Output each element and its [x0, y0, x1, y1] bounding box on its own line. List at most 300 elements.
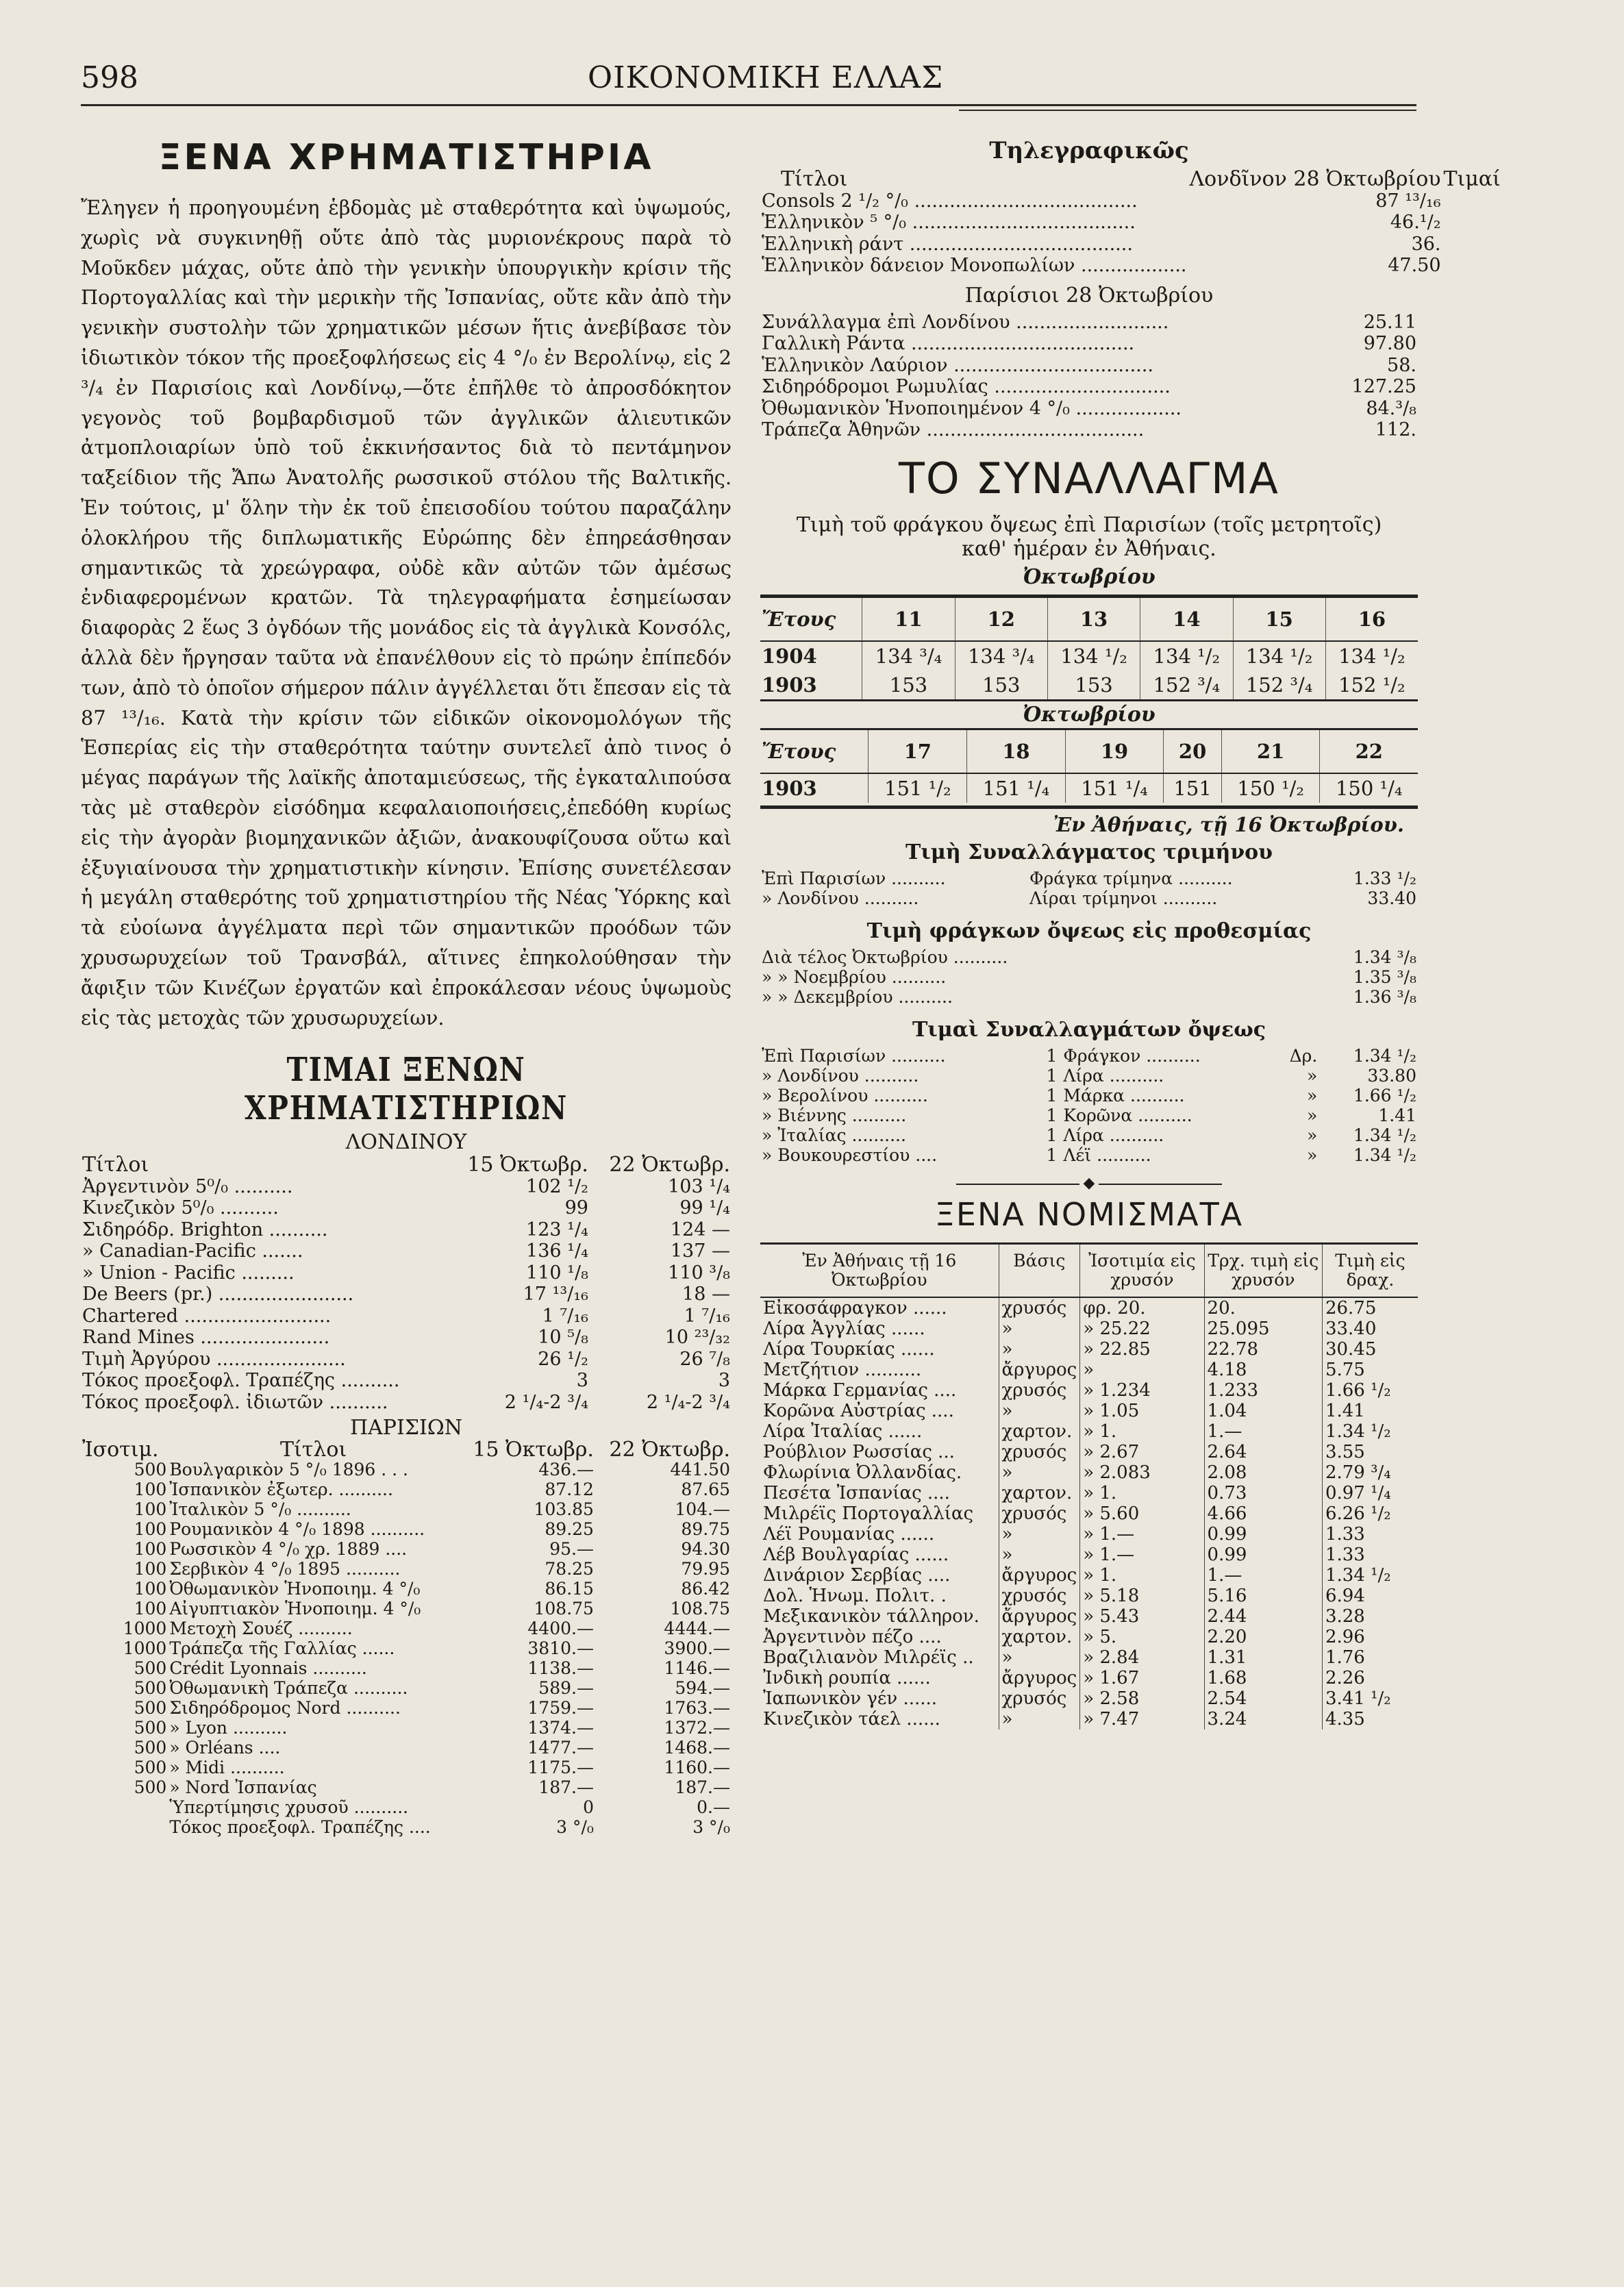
coin-cell: Ἰαπωνικὸν γέν ...... [763, 1688, 938, 1709]
paris-row-cell: 500 [134, 1758, 167, 1778]
three-month-title: Τιμὴ Συναλλάγματος τριμήνου [905, 840, 1273, 864]
paris-row-cell: Ρωσσικὸν 4 °/₀ χρ. 1889 .... [169, 1539, 408, 1560]
coin-cell: 1.31 [1204, 1647, 1322, 1668]
coin-cell: 1.34 ¹/₂ [1322, 1565, 1418, 1586]
coin-cell: ἄργυρος [999, 1668, 1080, 1688]
exchange-year-row [760, 641, 1418, 671]
london-row-cell: 1 ⁷/₁₆ [542, 1305, 588, 1327]
telegraph-london-row-cell: Ἑλληνικὸν ⁵ °/₀ ...................................... [762, 212, 1136, 233]
coin-cell: » 2.84 [1080, 1647, 1204, 1668]
london-prices-table [81, 1154, 732, 1413]
sight-row-cell: » [1307, 1105, 1318, 1125]
paris-col-par: Ἰσοτιμ. [82, 1438, 159, 1462]
paris-section-title: ΠΑΡΙΣΙΩΝ [349, 1416, 463, 1440]
paris-row-cell: 0.— [697, 1797, 730, 1818]
exchange-rate: 134 ¹/₂ [1047, 641, 1140, 671]
coin-cell: 1.34 ¹/₂ [1322, 1421, 1418, 1442]
coin-cell: 2.79 ³/₄ [1322, 1462, 1418, 1483]
exchange-day-b: 20 [1164, 730, 1222, 773]
forward-title: Τιμὴ φράγκων ὄψεως εἰς προθεσμίας [866, 918, 1312, 943]
paris-row [81, 1579, 732, 1599]
exchange-rate: 153 [955, 671, 1047, 699]
exchange-rate: 151 ¹/₄ [967, 773, 1066, 803]
exchange-rate: 134 ¹/₂ [1325, 641, 1418, 671]
paris-col-title: Τίτλοι [280, 1438, 347, 1462]
sight-row-cell: Κορῶνα .......... [1063, 1105, 1192, 1125]
sight-row-cell: » Λονδίνου .......... [762, 1065, 919, 1086]
exchange-day-b: 17 [869, 730, 967, 773]
exchange-days-a [760, 598, 1418, 641]
exchange-days-b [760, 730, 1418, 773]
exchange-year: 1903 [762, 673, 817, 697]
coin-cell: » 1.234 [1080, 1380, 1204, 1401]
london-row-cell: Rand Mines ...................... [82, 1327, 330, 1349]
telegraph-paris-row-cell: Γαλλικὴ Ράντα ...................................... [762, 333, 1135, 354]
paris-row-cell [81, 1817, 168, 1837]
sight-row-cell: » Βιέννης .......... [762, 1105, 907, 1125]
coin-cell: Ρούβλιον Ρωσσίας ... [763, 1441, 955, 1462]
paris-row-cell: Ρουμανικὸν 4 °/₀ 1898 .......... [169, 1519, 425, 1540]
forward-table [760, 947, 1418, 1007]
header-rule [81, 104, 1416, 106]
sight-row-cell: Ἐπὶ Παρισίων .......... [762, 1045, 946, 1066]
coin-cell: Εἰκοσάφραγκον ...... [763, 1297, 947, 1319]
paris-row-cell: 500 [134, 1718, 167, 1738]
london-row-cell: 10 ²³/₃₂ [664, 1327, 730, 1349]
telegraph-london-row-cell: Ἑλληνικὴ ράντ ...................................... [762, 233, 1133, 255]
paris-row-cell: 187.— [538, 1777, 594, 1798]
coin-cell: 1.33 [1322, 1545, 1418, 1565]
forward-row-cell: 1.34 ³/₈ [1353, 947, 1416, 967]
coin-row [760, 1380, 1418, 1401]
coin-row [760, 1421, 1418, 1442]
london-rows [81, 1176, 732, 1414]
paris-row-cell: 108.75 [534, 1599, 594, 1619]
divider-line-left [956, 1184, 1079, 1185]
paris-row [81, 1817, 732, 1837]
london-row-cell: 99 [564, 1197, 588, 1219]
london-row [81, 1349, 732, 1371]
forward-row-cell: » » Νοεμβρίου .......... [762, 966, 947, 987]
coin-row [760, 1483, 1418, 1503]
london-row-cell: Τόκος προεξοφλ. Τραπέζης .......... [82, 1370, 400, 1392]
london-row-cell: 123 ¹/₄ [526, 1219, 588, 1240]
paris-row [81, 1797, 732, 1817]
coin-cell: 4.35 [1322, 1709, 1418, 1729]
coin-cell: χρυσός [999, 1688, 1080, 1709]
divider-line-right [1099, 1184, 1222, 1185]
sight-row-cell: Λέϊ .......... [1063, 1145, 1151, 1165]
telegraph-paris-row [760, 312, 1418, 334]
sight-row-cell: » [1307, 1085, 1318, 1105]
sight-row-cell: 1.34 ¹/₂ [1353, 1145, 1416, 1165]
coin-cell: Κινεζικὸν τάελ ...... [763, 1708, 940, 1729]
exchange-day-a: 15 [1233, 598, 1325, 641]
coin-row [760, 1647, 1418, 1668]
exchange-rate: 152 ³/₄ [1140, 671, 1233, 699]
section-divider [760, 1175, 1418, 1192]
exchange-rate: 150 ¹/₄ [1320, 773, 1418, 803]
exchange-grid-b [760, 730, 1418, 803]
market-report-paragraph: Ἔληγεν ἡ προηγουμένη ἑβδομὰς μὲ σταθερότητα καὶ ὑψωμούς, χωρὶς νὰ συγκινηθῇ οὔτε ἀπὸ τὰς μυριονέκρους παρὰ τὸ Μοῦκδεν μάχας, οὔτε ἀπὸ τὴν γενικὴν ὑπουργικὴν κρίσιν τῆς Πορτογαλλίας καὶ τὴν μερικὴν τῆς Ἰσπανίας, οὔτε κἂν ἀπὸ τὴν γενικὴν συστολὴν τῶν χρηματικῶν μέσων ἥτις ἀνεβίβασε τὸν ἰδιωτικὸν τόκον τῆς προεξοφλήσεως εἰς 4 °/₀ ἐν Βερολίνῳ, εἰς 2 ³/₄ ἐν Παρισίοις καὶ Λονδίνῳ,—ὅτε ἐπῆλθε τὸ ἀπροσδόκητον γεγονὸς τοῦ βομβαρδισμοῦ τῶν ἀγγλικῶν ἁλιευτικῶν ἀτμοπλοιαρίων ὑπὸ τοῦ ἐκκινήσαντος διὰ τὸ πεντάμηνον ταξείδιον τῆς Ἄπω Ἀνατολῆς ρωσσικοῦ στόλου τῆς Βαλτικῆς. Ἐν τούτοις, μ' ὅλην τὴν ἐκ τοῦ ἐπεισοδίου τούτου παραζάλην ὁλοκλήρου τῆς διπλωματικῆς Εὐρώπης δὲν ἐπηρεάσθησαν σημαντικῶς τὰ χρεώγραφα, οὐδὲ κἂν αὐτῶν τῶν ἀμέσως ἐνδιαφερομένων κρατῶν. Τὰ τηλεγραφήματα ἐσημείωσαν διαφορὰς 2 ἕως 3 ὀγδόων τῆς μονάδος εἰς τὰ ἀγγλικὰ Κονσόλς, ἀλλὰ δὲν ἤργησαν ταῦτα νὰ ἐπανέλθουν εἰς τὸ πρώην ἐπίπεδόν των, ἀπὸ τὸ ὁποῖον σήμερον πάλιν ἀγγέλλεται ὅτι ἔπεσαν εἰς τὰ 87 ¹³/₁₆. Κατὰ τὴν κρίσιν τῶν εἰδικῶν οἰκονομολόγων τῆς Ἑσπερίας εἰς τὴν σταθερότητα ταύτην συντελεῖ ἀπὸ τινος ὁ μέγας παράγων τῆς λαϊκῆς ἀποταμιεύσεως, τῆς ἐγκαταλιπούσα τὰς μὲ σταθερὸν εἰσόδημα κεφαλαιοποιήσεις,ἐπεδόθη κυρίως εἰς τὴν ἀγορὰν βιομηχανικῶν ἀξιῶν, ἀνακουφίζουσα οὕτω καὶ ἐξυγιαίνουσα τὴν χρηματιστικὴν κίνησιν. Ἐπίσης συνετέλεσαν ἡ μεγάλη σταθερότης τοῦ χρηματιστηρίου τῆς Νέας Ὑόρκης καὶ τὰ εὐοίωνα ἀγγέλματα περὶ τῶν σημαντικῶν προόδων τῶν χρυσωρυχείων τοῦ Τρανσβάλ, αἵτινες ἐπηκολούθησαν τὴν ἄφιξιν τῶν Κινέζων ἐργατῶν καὶ ἐπροκάλεσαν νέους ὑψωμοὺς εἰς τὰς μετοχὰς τῶν χρυσωρυχείων. [81, 196, 732, 1029]
exchange-dateline: Ἐν Ἀθήναις, τῇ 16 Ὀκτωβρίου. [1053, 812, 1404, 836]
london-section-title: ΛΟΝΔΙΝΟΥ [345, 1130, 467, 1155]
london-row-cell: Τιμὴ Ἀργύρου ...................... [82, 1348, 346, 1370]
three-month-row [760, 888, 1418, 908]
coin-cell: 1.68 [1204, 1668, 1322, 1688]
london-row [81, 1240, 732, 1262]
sight-row-cell: 1 [1046, 1105, 1058, 1125]
paris-row [81, 1599, 732, 1619]
coin-row [760, 1668, 1418, 1688]
paris-row-cell: 0 [583, 1797, 594, 1818]
london-header-row [81, 1154, 732, 1176]
three-month-row-cell: Λίραι τρίμηνοι .......... [1029, 888, 1218, 908]
sight-row-cell: 1 [1046, 1125, 1058, 1145]
paris-row-cell: 100 [134, 1599, 167, 1619]
paris-row-cell: 79.95 [681, 1559, 730, 1579]
exchange-day-b: 21 [1221, 730, 1320, 773]
coin-cell: » 1. [1080, 1421, 1204, 1442]
london-row-cell: 136 ¹/₄ [526, 1240, 588, 1262]
telegraph-london-rows [760, 190, 1502, 277]
exchange-grid-bottom-rule [760, 805, 1418, 809]
telegraph-london-row-cell: 36. [1411, 233, 1441, 255]
london-row-cell: 26 ⁷/₈ [679, 1348, 730, 1370]
paris-row-cell: 100 [134, 1519, 167, 1540]
paris-row-cell: Τράπεζα τῆς Γαλλίας ...... [169, 1638, 395, 1659]
sight-row-cell: » [1307, 1065, 1318, 1086]
exchange-year-row [760, 671, 1418, 699]
coin-cell: Λέϊ Ρουμανίας ...... [763, 1523, 935, 1545]
coin-cell: 6.26 ¹/₂ [1322, 1503, 1418, 1524]
paris-row [81, 1479, 732, 1499]
sight-row [760, 1046, 1418, 1066]
telegraph-london-row [760, 255, 1502, 277]
paris-row-cell: 86.42 [681, 1579, 730, 1599]
telegraph-paris-row-cell: Σιδηρόδρομοι Ρωμυλίας .............................. [762, 376, 1171, 397]
sight-row-cell: Λίρα .......... [1063, 1125, 1164, 1145]
coin-row [760, 1339, 1418, 1360]
coin-cell: Δινάριον Σερβίας .... [763, 1564, 951, 1586]
exchange-rate: 151 ¹/₂ [869, 773, 967, 803]
telegraph-london-row-cell: Consols 2 ¹/₂ °/₀ ...................................... [762, 190, 1138, 212]
coin-cell: » 2.67 [1080, 1442, 1204, 1462]
london-row-cell: 17 ¹³/₁₆ [523, 1284, 588, 1305]
coin-cell: 2.26 [1322, 1668, 1418, 1688]
coin-cell: » [999, 1319, 1080, 1339]
forward-row-cell: » » Δεκεμβρίου .......... [762, 986, 953, 1007]
forward-row [760, 987, 1418, 1007]
coin-cell: 1.04 [1204, 1401, 1322, 1421]
coins-rows [760, 1297, 1418, 1729]
telegraph-london-row-cell: 87 ¹³/₁₆ [1375, 190, 1441, 212]
coin-cell: 2.64 [1204, 1442, 1322, 1462]
sight-rows [760, 1046, 1418, 1165]
paris-row-cell: 100 [134, 1479, 167, 1500]
three-month-row [760, 868, 1418, 888]
london-row-cell: 137 — [670, 1240, 730, 1262]
coin-cell: » [1080, 1360, 1204, 1380]
coin-cell: χρυσός [999, 1442, 1080, 1462]
paris-row-cell: 104.— [675, 1499, 730, 1520]
sight-row [760, 1086, 1418, 1105]
telegraph-london-row-cell: 47.50 [1388, 255, 1441, 276]
paris-row-cell: 3 °/₀ [692, 1817, 730, 1838]
london-row-cell: 124 — [670, 1219, 730, 1240]
coin-cell: 5.16 [1204, 1586, 1322, 1606]
paris-row-cell: » Orléans .... [169, 1738, 281, 1758]
coin-cell: 1.— [1204, 1565, 1322, 1586]
three-month-rows [760, 868, 1418, 908]
telegraph-paris-row [760, 333, 1418, 355]
coin-cell: 20. [1204, 1297, 1322, 1319]
london-row-cell: Chartered ......................... [82, 1305, 332, 1327]
london-col-15oct: 15 Ὀκτωβρ. [467, 1153, 588, 1177]
coin-cell: Κορῶνα Αὐστρίας .... [763, 1400, 954, 1421]
telegraph-paris-row-cell: Ὀθωμανικὸν Ἡνοποιημένον 4 °/₀ .................. [762, 397, 1182, 419]
coin-cell: » 1. [1080, 1565, 1204, 1586]
coin-cell: 1.41 [1322, 1401, 1418, 1421]
paris-row-cell: 1146.— [664, 1658, 730, 1679]
london-row-cell: Σιδηρόδρ. Brighton .......... [82, 1219, 328, 1240]
coin-cell: » 25.22 [1080, 1319, 1204, 1339]
sight-row-cell: 1.34 ¹/₂ [1353, 1125, 1416, 1145]
coin-row [760, 1709, 1418, 1729]
coin-cell: » [999, 1524, 1080, 1545]
telegraph-paris-row-cell: Ἑλληνικὸν Λαύριον .................................. [762, 354, 1153, 376]
coin-row [760, 1688, 1418, 1709]
exchange-rate: 151 [1164, 773, 1222, 803]
coin-cell: » 1.05 [1080, 1401, 1204, 1421]
coin-cell: 4.66 [1204, 1503, 1322, 1524]
sight-row-cell: Δρ. [1289, 1045, 1318, 1066]
coin-cell: 33.40 [1322, 1319, 1418, 1339]
coin-cell: » [999, 1401, 1080, 1421]
coin-cell: » 1.67 [1080, 1668, 1204, 1688]
coin-cell: » 1. [1080, 1483, 1204, 1503]
telegraph-london-row-cell: Ἑλληνικὸν δάνειον Μονοπωλίων .................. [762, 255, 1187, 276]
telegraph-paris-row-cell: 25.11 [1363, 311, 1416, 333]
coin-row [760, 1545, 1418, 1565]
coin-row [760, 1319, 1418, 1339]
coin-cell: ἄργυρος [999, 1360, 1080, 1380]
london-row-cell: 2 ¹/₄-2 ³/₄ [504, 1391, 588, 1413]
telegraph-paris-row-cell: 112. [1375, 419, 1416, 440]
coin-cell: 1.33 [1322, 1524, 1418, 1545]
exchange-rows-b [760, 773, 1418, 803]
sight-row-cell: 1 [1046, 1065, 1058, 1086]
coin-cell: » 7.47 [1080, 1709, 1204, 1729]
left-column [81, 137, 732, 1837]
exchange-day-a: 14 [1140, 598, 1233, 641]
telegraph-paris-row-cell: 97.80 [1363, 333, 1416, 354]
coin-cell: Ἀργεντινὸν πέζο .... [763, 1626, 942, 1647]
telegraph-paris-row-cell: 127.25 [1351, 376, 1416, 397]
coin-cell: 0.99 [1204, 1545, 1322, 1565]
paris-row-cell: 94.30 [681, 1539, 730, 1560]
exchange-month-a: Ὀκτωβρίου [1023, 564, 1155, 589]
coins-header-cell: Ἰσοτιμία εἰς χρυσόν [1080, 1243, 1204, 1297]
sight-row [760, 1105, 1418, 1125]
telegraph-paris-row [760, 376, 1418, 398]
forward-rows [760, 947, 1418, 1007]
paris-row-cell: Ὀθωμανικὸν Ἡνοποιημ. 4 °/₀ [169, 1579, 421, 1599]
london-row [81, 1370, 732, 1392]
paris-row [81, 1619, 732, 1638]
telegraph-title: Τηλεγραφικῶς [989, 137, 1189, 164]
coin-cell: χρυσός [999, 1503, 1080, 1524]
coin-cell: Μάρκα Γερμανίας .... [763, 1379, 957, 1401]
london-row-cell: » Canadian-Pacific ....... [82, 1240, 303, 1262]
paris-row-cell: 594.— [675, 1678, 730, 1699]
exchange-rate: 134 ¹/₂ [1140, 641, 1233, 671]
paris-row-cell: 89.75 [681, 1519, 730, 1540]
exchange-rate: 152 ¹/₂ [1325, 671, 1418, 699]
paris-row-cell: 100 [134, 1579, 167, 1599]
coin-cell: » 5. [1080, 1627, 1204, 1647]
coin-cell: χρυσός [999, 1297, 1080, 1319]
coin-cell: » 5.18 [1080, 1586, 1204, 1606]
paris-row-cell: 95.— [549, 1539, 594, 1560]
sight-row-cell: » Βουκουρεστίου .... [762, 1145, 938, 1165]
paris-row-cell: Μετοχὴ Σουέζ .......... [169, 1619, 353, 1639]
london-row [81, 1392, 732, 1414]
right-column [760, 137, 1501, 1729]
paris-row-cell [81, 1797, 168, 1817]
telegraph-paris-table [760, 312, 1418, 441]
coin-cell: 3.24 [1204, 1709, 1322, 1729]
coin-cell: ἄργυρος [999, 1565, 1080, 1586]
foreign-coins-table [760, 1242, 1418, 1729]
exchange-subtitle-1: Τιμὴ τοῦ φράγκου ὄψεως ἐπὶ Παρισίων (τοῖς μετρητοῖς) [796, 512, 1382, 537]
london-row [81, 1262, 732, 1284]
coin-row [760, 1606, 1418, 1627]
coin-cell: 2.20 [1204, 1627, 1322, 1647]
paris-row-cell: 1763.— [664, 1698, 730, 1719]
coin-row [760, 1524, 1418, 1545]
coin-row [760, 1565, 1418, 1586]
exchange-day-a: 12 [955, 598, 1047, 641]
coin-cell: χαρτον. [999, 1421, 1080, 1442]
coin-cell: » [999, 1462, 1080, 1483]
exchange-rate: 153 [1047, 671, 1140, 699]
exchange-year-row [760, 773, 1418, 803]
exchange-rate: 134 ³/₄ [955, 641, 1047, 671]
exchange-rate: 152 ³/₄ [1233, 671, 1325, 699]
year-label: Ἔτους [760, 598, 862, 641]
telegraph-paris-row [760, 355, 1418, 377]
telegraph-col-title: Τίτλοι [781, 167, 848, 191]
coin-row [760, 1360, 1418, 1380]
coin-row [760, 1503, 1418, 1524]
coin-cell: » 2.58 [1080, 1688, 1204, 1709]
sight-row [760, 1145, 1418, 1165]
london-row-cell: Κινεζικὸν 5⁰/₀ .......... [82, 1197, 279, 1219]
exchange-year: 1904 [762, 644, 817, 668]
sight-row-cell: 1 [1046, 1145, 1058, 1165]
paris-row-cell: 1000 [123, 1638, 167, 1659]
three-month-row-cell: Ἐπὶ Παρισίων .......... [762, 868, 946, 888]
page-number: 598 [81, 60, 138, 95]
coin-cell: 25.095 [1204, 1319, 1322, 1339]
paris-row [81, 1499, 732, 1519]
paris-row-cell: 87.65 [681, 1479, 730, 1500]
telegraph-paris-row-cell: Συνάλλαγμα ἐπὶ Λονδίνου .......................... [762, 311, 1169, 333]
forward-row [760, 967, 1418, 987]
paris-row-cell: 87.12 [545, 1479, 594, 1500]
paris-row-cell: Ὑπερτίμησις χρυσοῦ .......... [169, 1797, 409, 1818]
telegraph-london-row [760, 190, 1502, 212]
paris-col-15oct: 15 Ὀκτωβρ. [473, 1438, 594, 1462]
sight-row-cell: 1 [1046, 1085, 1058, 1105]
london-row-cell: 1 ⁷/₁₆ [684, 1305, 730, 1327]
exchange-rate: 134 ¹/₂ [1233, 641, 1325, 671]
paris-row-cell: Crédit Lyonnais .......... [169, 1658, 367, 1679]
coin-cell: Ἰνδικὴ ρουπία ...... [763, 1667, 931, 1688]
coin-cell: Λέβ Βουλγαρίας ...... [763, 1544, 949, 1565]
paris-row-cell: 4444.— [664, 1619, 730, 1639]
sight-row-cell: » Βερολίνου .......... [762, 1085, 928, 1105]
paris-row-cell: 500 [134, 1460, 167, 1480]
three-month-row-cell: Φράγκα τρίμηνα .......... [1029, 868, 1233, 888]
paris-row [81, 1658, 732, 1678]
paris-row-cell: 500 [134, 1777, 167, 1798]
coin-cell: Λίρα Ἰταλίας ...... [763, 1421, 923, 1442]
paris-row-cell: 500 [134, 1698, 167, 1719]
sight-row-cell: Μάρκα .......... [1063, 1085, 1185, 1105]
exchange-day-a: 11 [862, 598, 955, 641]
coin-cell: 2.08 [1204, 1462, 1322, 1483]
coin-cell: 0.99 [1204, 1524, 1322, 1545]
telegraph-paris-row [760, 398, 1418, 420]
coin-cell: » [999, 1709, 1080, 1729]
three-month-row-cell: 1.33 ¹/₂ [1353, 868, 1416, 888]
coin-cell: Λίρα Ἀγγλίας ...... [763, 1318, 925, 1339]
sight-row [760, 1066, 1418, 1086]
coin-cell: 2.96 [1322, 1627, 1418, 1647]
sight-row-cell: 33.80 [1367, 1065, 1416, 1086]
telegraph-paris-rows [760, 312, 1418, 441]
telegraph-london-row-cell: 46.¹/₂ [1390, 212, 1441, 233]
london-row-cell: 103 ¹/₄ [668, 1175, 730, 1197]
paris-row-cell: » Midi .......... [169, 1758, 285, 1778]
coin-cell: Μετζήτιον .......... [763, 1359, 922, 1380]
foreign-prices-title: ΤΙΜΑΙ ΞΕΝΩΝ ΧΡΗΜΑΤΙΣΤΗΡΙΩΝ [244, 1051, 569, 1128]
exchange-title: ΤΟ ΣΥΝΑΛΛΑΓΜΑ [899, 453, 1279, 503]
exchange-rate: 151 ¹/₄ [1065, 773, 1164, 803]
london-row [81, 1305, 732, 1327]
coin-cell: φρ. 20. [1080, 1297, 1204, 1319]
london-col-22oct: 22 Ὀκτωβρ. [609, 1153, 730, 1177]
paris-row-cell: 187.— [675, 1777, 730, 1798]
london-row-cell: 110 ³/₈ [668, 1262, 730, 1284]
telegraph-paris-row [760, 419, 1418, 441]
london-row-cell: 26 ¹/₂ [538, 1348, 588, 1370]
london-row-cell: 3 [718, 1370, 730, 1392]
paris-rows [81, 1460, 732, 1837]
paris-row-cell: » Nord Ἰσπανίας [169, 1777, 317, 1798]
coin-cell: » 5.60 [1080, 1503, 1204, 1524]
coin-cell: » 5.43 [1080, 1606, 1204, 1627]
coin-cell: » [999, 1647, 1080, 1668]
paris-row [81, 1738, 732, 1758]
paris-row [81, 1777, 732, 1797]
sight-row-cell: 1.66 ¹/₂ [1353, 1085, 1416, 1105]
london-row [81, 1219, 732, 1241]
running-title: ΟΙΚΟΝΟΜΙΚΗ ΕΛΛΑΣ [588, 60, 944, 95]
paris-row-cell: 500 [134, 1658, 167, 1679]
